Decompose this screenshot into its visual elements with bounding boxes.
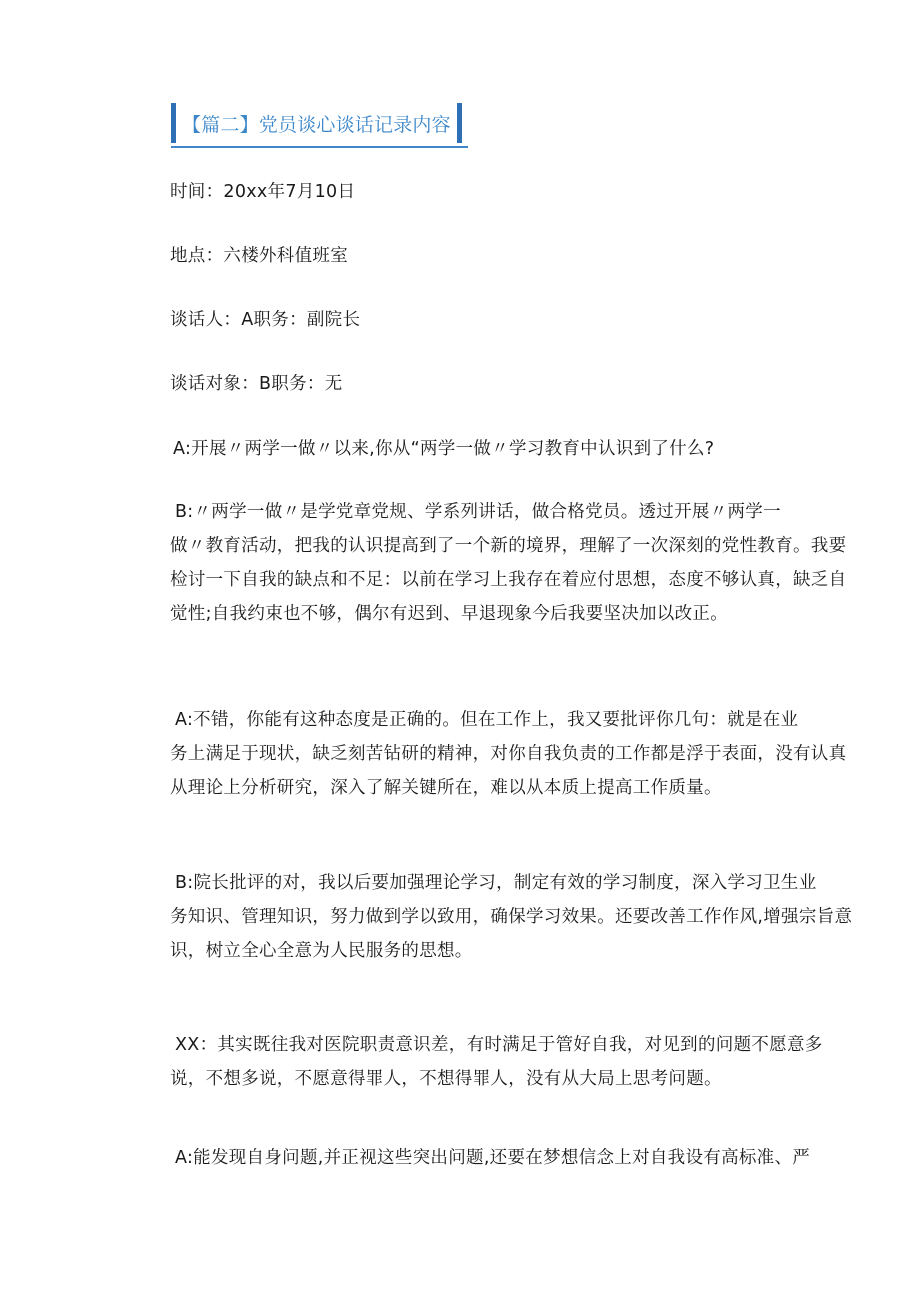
section-heading: [171, 100, 468, 148]
paragraph-line: 识，树立全心全意为人民服务的思想。: [170, 941, 473, 961]
paragraph-a-critique: [170, 703, 847, 805]
paragraph-b-answer-2: [170, 866, 853, 968]
paragraph-a-question: [173, 432, 795, 466]
heading-bar-left: [171, 103, 176, 143]
meta-time: 时间：20xx年7月10日: [170, 182, 356, 202]
paragraph-line: B:〃两学一做〃是学党章党规、学系列讲话，做合格党员。透过开展〃两学一: [175, 502, 781, 522]
paragraph-line: A:不错，你能有这种态度是正确的。但在工作上，我又要批评你几句：就是在业: [175, 710, 799, 730]
paragraph-line: 务上满足于现状，缺乏刻苦钻研的精神，对你自我负责的工作都是浮于表面，没有认真: [170, 744, 847, 764]
paragraph-line: 说，不想多说，不愿意得罪人，不想得罪人，没有从大局上思考问题。: [170, 1069, 722, 1089]
paragraph-line: 从理论上分析研究，深入了解关键所在，难以从本质上提高工作质量。: [170, 778, 722, 798]
paragraph-line: A:开展〃两学一做〃以来,你从“两学一做〃学习教育中认识到了什么?: [173, 439, 715, 459]
paragraph-a-followup: [175, 1141, 811, 1175]
meta-place: 地点：六楼外科值班室: [170, 246, 348, 266]
paragraph-line: 做〃教育活动，把我的认识提高到了一个新的境界，理解了一次深刻的党性教育。我要: [170, 536, 847, 556]
paragraph-line: B:院长批评的对，我以后要加强理论学习，制定有效的学习制度，深入学习卫生业: [175, 873, 817, 893]
paragraph-line: 检讨一下自我的缺点和不足：以前在学习上我存在着应付思想，态度不够认真，缺乏自: [170, 570, 847, 590]
paragraph-line: 觉性;自我约束也不够，偶尔有迟到、早退现象今后我要坚决加以改正。: [170, 604, 728, 624]
paragraph-b-answer-1: [170, 495, 847, 631]
paragraph-line: 务知识、管理知识，努力做到学以致用，确保学习效果。还要改善工作作风,增强宗旨意: [170, 907, 853, 927]
heading-bar-right: [457, 103, 462, 143]
meta-speaker: 谈话人：A职务：副院长: [170, 310, 361, 330]
paragraph-line: A:能发现自身问题,并正视这些突出问题,还要在梦想信念上对自我设有高标准、严: [175, 1148, 811, 1168]
heading-title: 【篇二】党员谈心谈话记录内容: [182, 113, 451, 136]
paragraph-xx-reflection: [170, 1028, 823, 1096]
meta-target: 谈话对象：B职务：无: [170, 374, 343, 394]
paragraph-line: XX：其实既往我对医院职责意识差，有时满足于管好自我，对见到的问题不愿意多: [175, 1035, 823, 1055]
